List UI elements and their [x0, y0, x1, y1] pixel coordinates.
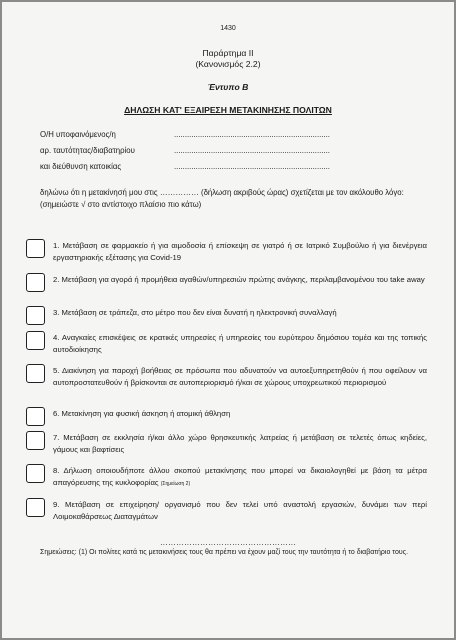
address-field-value[interactable]: ........................................................................	[174, 162, 330, 171]
address-field	[40, 162, 330, 171]
id-field-value[interactable]: ........................................................................	[174, 146, 330, 155]
declaration-title: ΔΗΛΩΣΗ ΚΑΤ' ΕΞΑΙΡΕΣΗ ΜΕΤΑΚΙΝΗΣΗΣ ΠΟΛΙΤΩΝ	[124, 105, 332, 115]
option-8-note: (Σημείωση 2)	[160, 481, 191, 487]
option-9-checkbox[interactable]	[26, 498, 45, 517]
option-7-checkbox[interactable]	[26, 431, 45, 450]
option-1	[26, 239, 430, 269]
regulation-label: (Κανονισμός 2.2)	[195, 59, 261, 69]
option-2-checkbox[interactable]	[26, 273, 45, 292]
option-5-text: 5. Διακίνηση για παροχή βοήθειας σε πρόσωπα που αδυνατούν να αυτοεξυπηρετηθούν ή που οφείλουν να αυτοπροστατευθούν ή βρίσκονται σε αυτοπεριορισμό ή/και σε χώρους υποχρεωτικού περιορισμού	[53, 366, 427, 387]
intro-text: δηλώνω ότι η μετακίνησή μου στις …………… (δήλωση ακριβούς ώρας) σχετίζεται με τον ακόλουθο λόγο:	[40, 188, 404, 197]
document-page	[2, 2, 454, 638]
address-field-label: και διεύθυνση κατοικίας	[40, 162, 122, 171]
option-4-text: 4. Αναγκαίες επισκέψεις σε κρατικές υπηρεσίες ή υπηρεσίες του ευρύτερου δημόσιου τομέα και της τοπικής αυτοδιοίκησης	[53, 333, 427, 354]
name-field	[40, 130, 330, 139]
option-4	[26, 331, 430, 361]
option-3-text: 3. Μετάβαση σε τράπεζα, στο μέτρο που δεν είναι δυνατή η ηλεκτρονική συναλλαγή	[53, 308, 337, 317]
option-1-text: 1. Μετάβαση σε φαρμακείο ή για αιμοδοσία ή επίσκεψη σε γιατρό ή σε Ιατρικό Συμβούλιο ή για διενέργεια εργαστηριακής εξέτασης για Covid-19	[53, 241, 427, 262]
id-field-label: αρ. ταυτότητας/διαβατηρίου	[40, 146, 135, 155]
option-8-checkbox[interactable]	[26, 464, 45, 483]
option-6-checkbox[interactable]	[26, 407, 45, 426]
option-6-text: 6. Μετακίνηση για φυσική άσκηση ή ατομική άθληση	[53, 409, 231, 418]
name-field-value[interactable]: ........................................................................	[174, 130, 330, 139]
option-5-checkbox[interactable]	[26, 364, 45, 383]
id-field	[40, 146, 330, 155]
option-2-text: 2. Μετάβαση για αγορά ή προμήθεια αγαθών/υπηρεσιών πρώτης ανάγκης, περιλαμβανομένου του take away	[53, 275, 425, 284]
option-4-checkbox[interactable]	[26, 331, 45, 350]
intro-paragraph	[40, 187, 422, 210]
name-field-label: Ο/Η υποφαινόμενος/η	[40, 130, 116, 139]
option-2	[26, 273, 430, 303]
page-number: 1430	[220, 25, 236, 32]
annex-header	[2, 48, 454, 70]
annex-label: Παράρτημα ΙΙ	[202, 48, 254, 58]
option-8-label: 8. Δήλωση οποιουδήποτε άλλου σκοπού μετακίνησης που μπορεί να δικαιολογηθεί με βάση τα μέτρα απαγόρευσης της κυκλοφορίας	[53, 466, 427, 487]
option-9-text: 9. Μετάβαση σε επιχείρηση/ οργανισμό που δεν τελεί υπό αναστολή εργασιών, δυνάμει των περί Λοιμοκαθάρσεως Διαταγμάτων	[53, 500, 427, 521]
option-5	[26, 364, 430, 394]
option-8-text	[53, 465, 427, 490]
footnote: Σημειώσεις: (1) Οι πολίτες κατά τις μετακινήσεις τους θα πρέπει να έχουν μαζί τους την ταυτότητα ή το διαβατήριο τους.	[40, 549, 409, 556]
form-label: Έντυπο Β	[207, 82, 249, 92]
option-7-text: 7. Μετάβαση σε εκκλησία ή/και άλλο χώρο θρησκευτικής λατρείας ή μετάβαση σε τελετές όπως κηδείες, γάμους και βαφτίσεις	[53, 433, 427, 454]
option-3-checkbox[interactable]	[26, 306, 45, 325]
option-7	[26, 431, 430, 461]
option-8	[26, 464, 430, 494]
option-9	[26, 498, 430, 528]
intro-note: (σημειώστε √ στο αντίστοιχο πλαίσιο πιο κάτω)	[40, 199, 202, 209]
signature-line: ……………………………………………	[160, 538, 296, 547]
option-1-checkbox[interactable]	[26, 239, 45, 258]
